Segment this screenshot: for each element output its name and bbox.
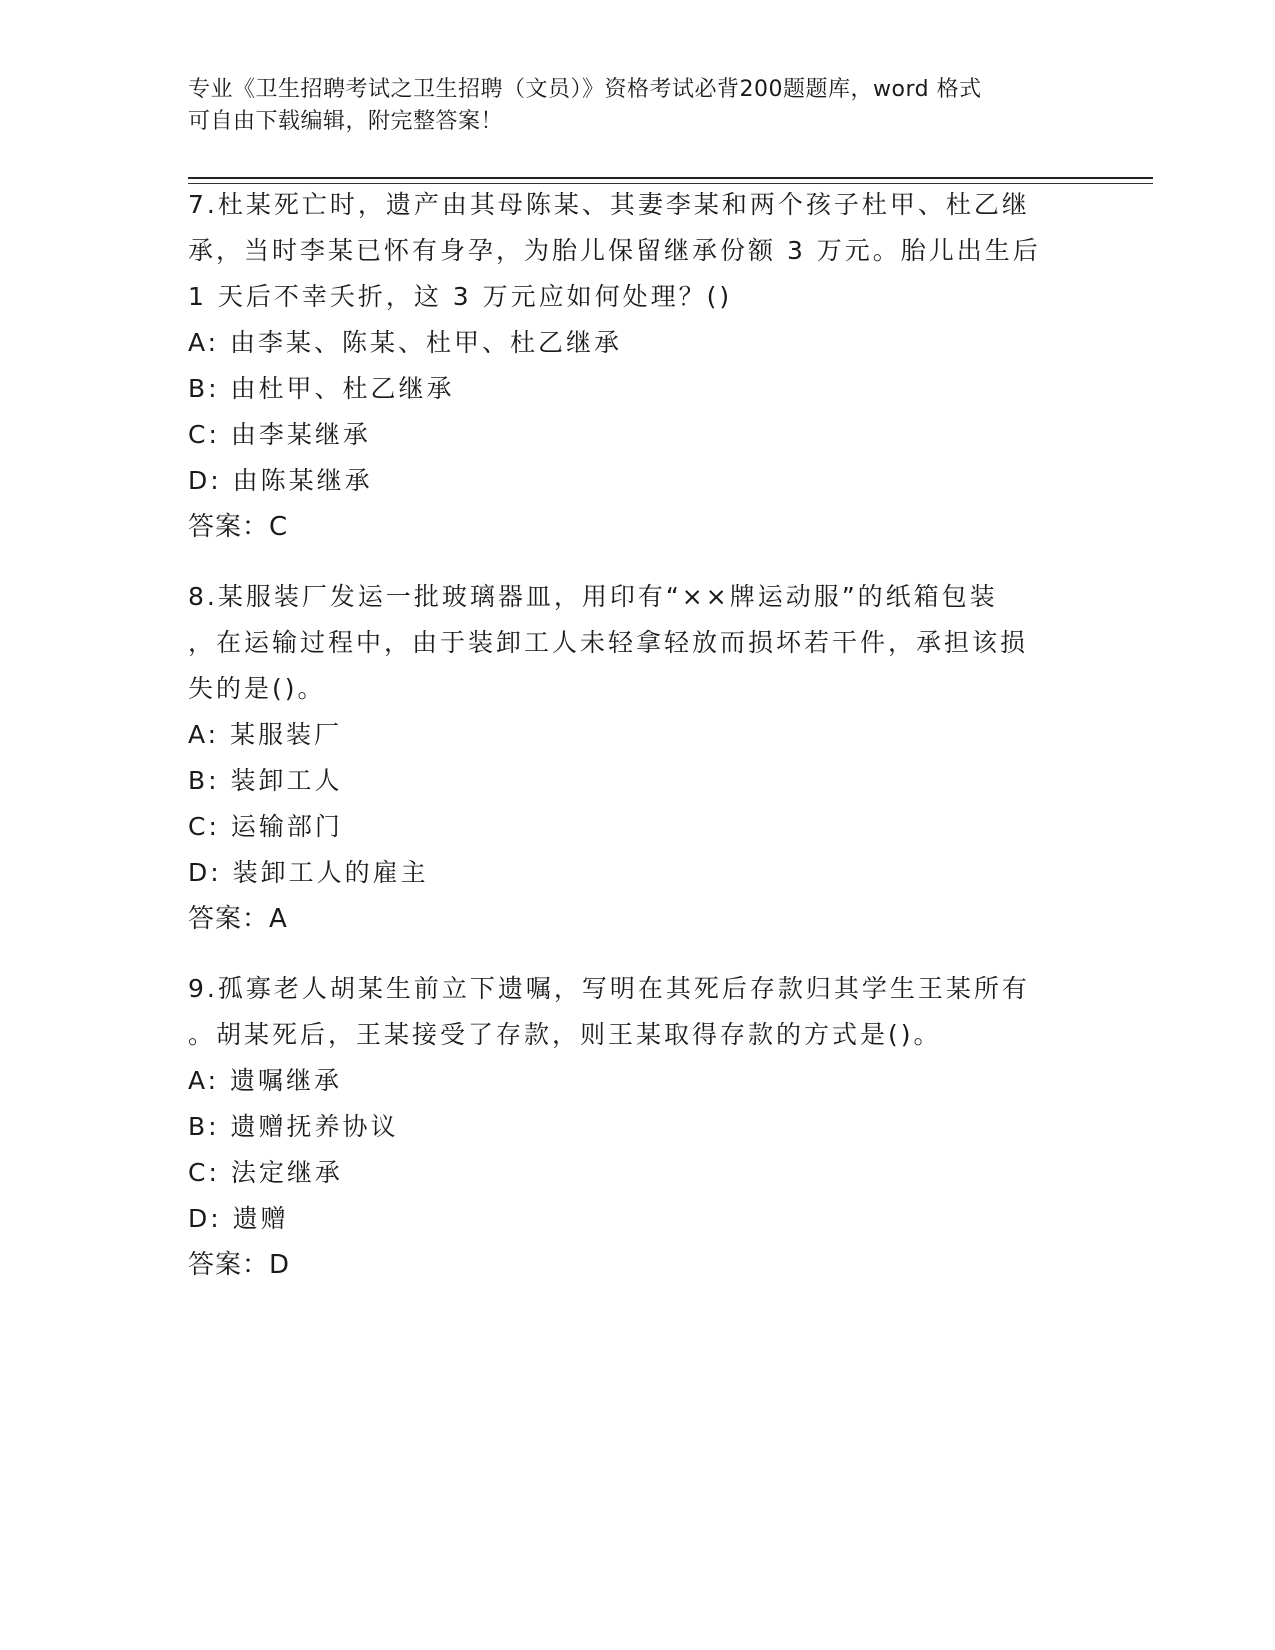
option-d: D: 装卸工人的雇主 <box>188 858 429 887</box>
option-b: B: 遗赠抚养协议 <box>188 1112 399 1141</box>
answer-label: 答案：D <box>188 1250 291 1280</box>
option-a: A: 由李某、陈某、杜甲、杜乙继承 <box>188 328 623 357</box>
option-d: D: 由陈某继承 <box>188 466 373 495</box>
option-a: A: 某服装厂 <box>188 720 343 749</box>
question-stem-line: 8.某服装厂发运一批玻璃器皿，用印有“××牌运动服”的纸箱包装 <box>188 582 998 611</box>
question-stem-line: 失的是()。 <box>188 674 326 703</box>
question-stem-line: 1 天后不幸夭折，这 3 万元应如何处理？() <box>188 282 733 311</box>
question-stem-line: ，在运输过程中，由于装卸工人未轻拿轻放而损坏若干件，承担该损 <box>188 628 1029 657</box>
header-divider-thick <box>188 177 1153 179</box>
question-8 <box>188 574 1068 942</box>
header-title-line-1: 专业《卫生招聘考试之卫生招聘（文员）》资格考试必背200题题库，word 格式 <box>188 77 982 102</box>
option-b: B: 由杜甲、杜乙继承 <box>188 374 455 403</box>
answer-label: 答案：A <box>188 904 288 934</box>
option-d: D: 遗赠 <box>188 1204 289 1233</box>
question-stem-line: 7.杜某死亡时，遗产由其母陈某、其妻李某和两个孩子杜甲、杜乙继 <box>188 190 1030 219</box>
option-c: C: 由李某继承 <box>188 420 371 449</box>
option-b: B: 装卸工人 <box>188 766 343 795</box>
option-c: C: 运输部门 <box>188 812 343 841</box>
question-9 <box>188 966 1068 1288</box>
option-a: A: 遗嘱继承 <box>188 1066 343 1095</box>
question-stem-line: 9.孤寡老人胡某生前立下遗嘱，写明在其死后存款归其学生王某所有 <box>188 974 1030 1003</box>
option-c: C: 法定继承 <box>188 1158 343 1187</box>
answer-label: 答案：C <box>188 512 289 542</box>
question-stem-line: 。胡某死后，王某接受了存款，则王某取得存款的方式是()。 <box>188 1020 942 1049</box>
question-stem-line: 承，当时李某已怀有身孕，为胎儿保留继承份额 3 万元。胎儿出生后 <box>188 236 1041 265</box>
header-title-line-2: 可自由下载编辑，附完整答案！ <box>188 109 504 134</box>
question-7 <box>188 182 1068 550</box>
document-header <box>188 74 1068 138</box>
